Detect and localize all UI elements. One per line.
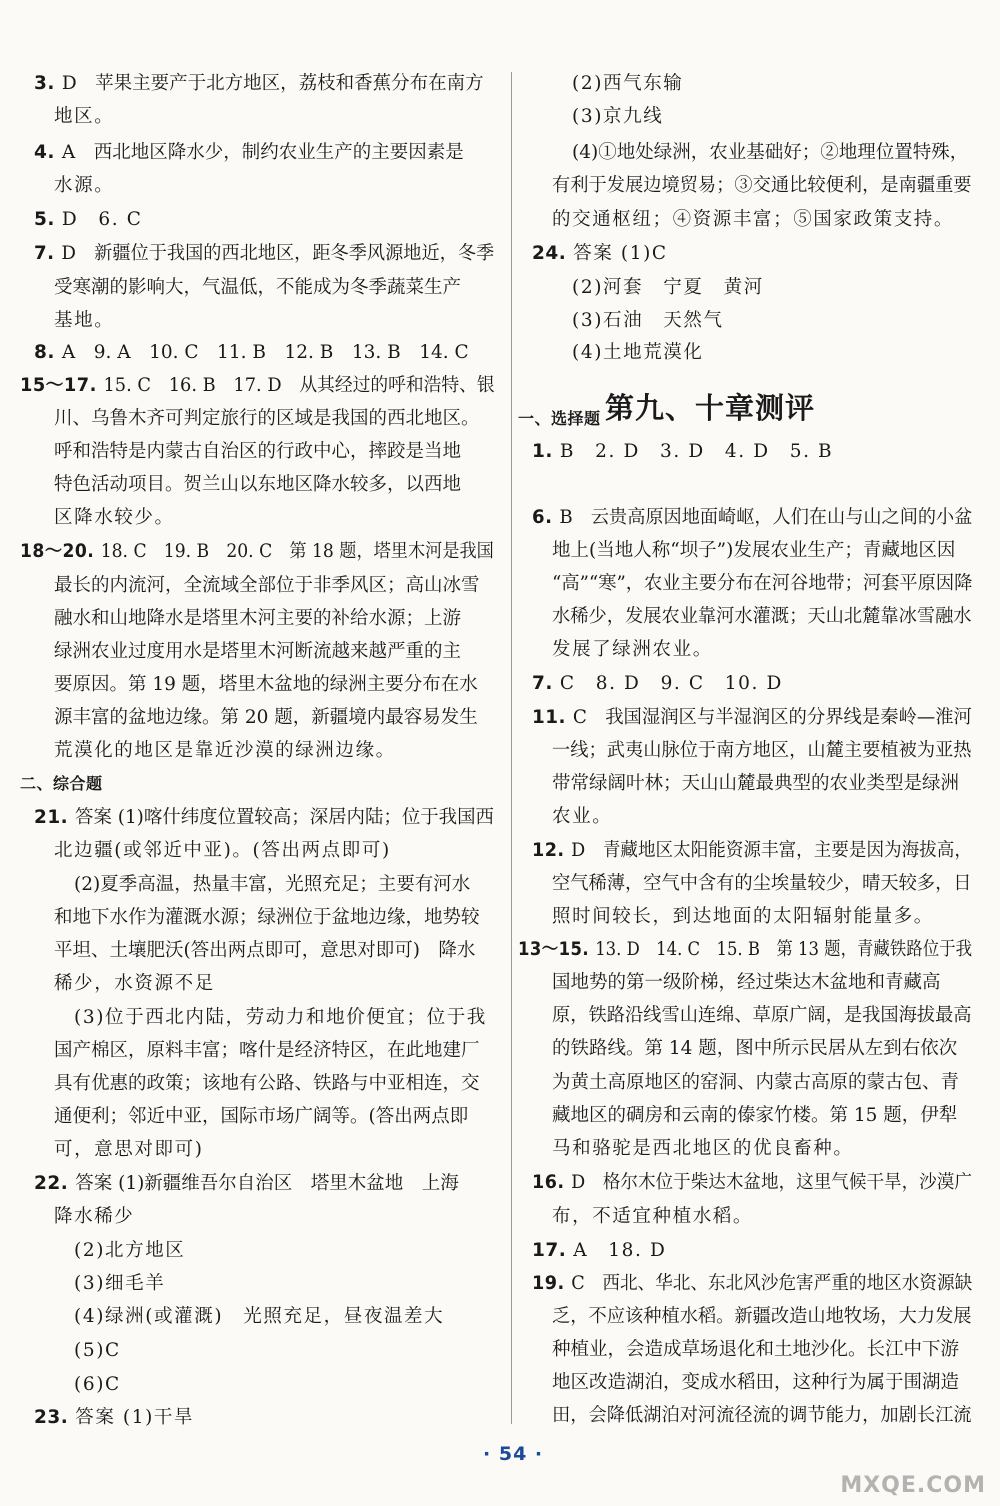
left-line: [34, 71, 484, 97]
left-line: [74, 1304, 444, 1330]
right-line: [572, 71, 683, 97]
left-line: [54, 938, 475, 964]
answer-text: 田，会降低湖泊对河流径流的调节能力，加剧长江流: [552, 1405, 972, 1426]
right-line: [552, 1370, 959, 1396]
answer-text: 答案 (1)干旱: [75, 1407, 195, 1428]
answer-text: 降水稀少: [54, 1206, 135, 1227]
left-line: [20, 539, 494, 565]
answer-text: 具有优惠的政策；该地有公路、铁路与中亚相连，交: [54, 1073, 480, 1094]
answer-text: 国地势的第一级阶梯，经过柴达木盆地和青藏高: [552, 972, 941, 993]
answer-text: 受寒潮的影响大，气温低，不能成为冬季蔬菜生产: [54, 277, 462, 298]
right-line: [552, 571, 972, 597]
question-number: 21.: [34, 807, 76, 828]
answer-text: 水稀少，发展农业靠河水灌溉；天山北麓靠冰雪融水: [552, 606, 972, 627]
answer-text: D 青藏地区太阳能资源丰富，主要是因为海拔高，: [571, 840, 972, 861]
answer-text: 要原因。第 19 题，塔里木盆地的绿洲主要分布在水: [54, 674, 478, 695]
answer-text: 有利于发展边境贸易；③交通比较便利，是南疆重要: [552, 175, 972, 196]
answer-text: 带常绿阔叶林；天山山麓最典型的农业类型是绿洲: [552, 773, 960, 794]
answer-text: D 新疆位于我国的西北地区，距冬季风源地近，冬季: [61, 243, 495, 264]
left-line: [54, 1104, 468, 1130]
chapter-test-title: 第九、十章测评: [605, 391, 816, 425]
answer-text: C 西北、华北、东北风沙危害严重的地区水资源缺: [571, 1273, 973, 1294]
question-number: 13～15.: [518, 939, 596, 960]
right-line: [552, 173, 972, 199]
right-line: [552, 1136, 854, 1162]
answer-text: (3)细毛羊: [74, 1273, 166, 1294]
answer-text: 和地下水作为灌溉水源；绿洲位于盆地边缘，地势较: [54, 907, 480, 928]
watermark-logo: MXQE.COM: [840, 1473, 986, 1498]
answer-text: 答案 (1)新疆维吾尔自治区 塔里木盆地 上海: [75, 1173, 459, 1194]
question-number: 19.: [532, 1273, 572, 1294]
answer-text: C 8. D 9. C 10. D: [559, 673, 783, 694]
left-line: [34, 805, 494, 831]
answer-text: 平坦、土壤肥沃(答出两点即可，意思对即可) 降水: [54, 940, 476, 961]
answer-text: 绿洲农业过度用水是塔里木河断流越来越严重的主: [54, 641, 462, 662]
answer-text: 最长的内流河，全流域全部位于非季风区；高山冰雪: [54, 575, 480, 596]
answer-text: 马和骆驼是西北地区的优良畜种。: [552, 1138, 854, 1159]
answer-text: 照时间较长，到达地面的太阳辐射能量多。: [552, 906, 934, 927]
right-line: [552, 804, 612, 830]
left-line: [54, 472, 461, 498]
question-number: 23.: [34, 1407, 76, 1428]
left-line: [54, 639, 461, 665]
answer-text: (4)绿洲(或灌溉) 光照充足，昼夜温差大: [74, 1306, 445, 1327]
answer-text: 融水和山地降水是塔里木河主要的补给水源；上游: [54, 608, 462, 629]
answer-text: 稀少，水资源不足: [54, 973, 215, 994]
left-line: [34, 1405, 194, 1431]
right-line: [552, 1103, 957, 1129]
right-line: [552, 771, 959, 797]
left-line: [20, 771, 103, 797]
page-number-value: 54: [498, 1443, 528, 1465]
left-line: [74, 872, 470, 898]
right-line: [572, 340, 704, 366]
answer-text: A 18. D: [573, 1240, 667, 1261]
left-line: [54, 672, 478, 698]
answer-text: 一、选择题: [518, 409, 601, 428]
left-line: [54, 905, 480, 931]
right-line: [552, 1003, 972, 1029]
left-line: [54, 439, 461, 465]
left-line: [74, 1238, 185, 1264]
right-line: [532, 1271, 972, 1297]
answer-text: 二、综合题: [20, 774, 103, 793]
answer-text: 原，铁路沿线雪山连绵、草原广阔，是我国海拔最高: [552, 1005, 972, 1026]
left-line: [34, 1171, 459, 1197]
right-line: [552, 1337, 959, 1363]
right-line: [532, 1238, 666, 1264]
left-line: [54, 606, 461, 632]
answer-text: 种植业，会造成草场退化和土地沙化。长江中下游: [552, 1339, 960, 1360]
answer-text: 答案 (1)喀什纬度位置较高；深居内陆；位于我国西: [75, 807, 494, 828]
left-line: [34, 207, 142, 233]
right-line: [552, 538, 955, 564]
left-line: [54, 1204, 134, 1230]
answer-text: 地区改造湖泊，变成水稻田，这种行为属于围湖造: [552, 1372, 960, 1393]
right-line: [552, 1403, 972, 1429]
answer-text: 答案 (1)C: [573, 243, 668, 264]
question-number: 7.: [34, 243, 62, 264]
question-number: 4.: [34, 142, 62, 163]
answer-text: D 6. C: [61, 209, 143, 230]
question-number: 16.: [532, 1172, 572, 1193]
question-number: 6.: [532, 507, 560, 528]
question-number: 22.: [34, 1173, 76, 1194]
right-line: [552, 604, 972, 630]
right-line: [552, 1036, 957, 1062]
left-line: [34, 340, 469, 366]
answer-text: 可，意思对即可): [54, 1139, 204, 1160]
left-line: [74, 1338, 121, 1364]
right-line: [552, 1070, 959, 1096]
question-number: 18～20.: [20, 541, 101, 562]
answer-text: 北边疆(或邻近中亚)。(答出两点即可): [54, 840, 391, 861]
answer-text: 藏地区的碉房和云南的傣家竹楼。第 15 题，伊犁: [552, 1105, 958, 1126]
answer-text: 通便利；邻近中亚，国际市场广阔等。(答出两点即: [54, 1106, 469, 1127]
left-line: [54, 1038, 480, 1064]
answer-text: C 我国湿润区与半湿润区的分界线是秦岭—淮河: [572, 707, 972, 728]
right-line: [532, 838, 972, 864]
answer-text: 13. D 14. C 15. B 第 13 题，青藏铁路位于我: [595, 939, 973, 960]
right-line: [552, 637, 713, 663]
answer-text: 发展了绿洲农业。: [552, 639, 713, 660]
left-line: [54, 308, 114, 334]
left-line: [54, 705, 478, 731]
question-number: 15～17.: [20, 375, 104, 396]
answer-text: B 2. D 3. D 4. D 5. B: [559, 441, 834, 462]
answer-text: (4)土地荒漠化: [572, 342, 704, 363]
left-line: [54, 104, 114, 130]
answer-text: 15. C 16. B 17. D 从其经过的呼和浩特、银: [103, 375, 495, 396]
answer-text: (3)京九线: [572, 106, 664, 127]
answer-text: A 9. A 10. C 11. B 12. B 13. B 14. C: [61, 342, 469, 363]
answer-text: 呼和浩特是内蒙古自治区的行政中心，摔跤是当地: [54, 441, 462, 462]
answer-text: (2)北方地区: [74, 1240, 186, 1261]
answer-text: D 格尔木位于柴达木盆地，这里气候干旱，沙漠广: [571, 1172, 972, 1193]
answer-text: 地上(当地人称“坝子”)发展农业生产；青藏地区因: [552, 540, 956, 561]
answer-text: 的铁路线。第 14 题，图中所示民居从左到右依次: [552, 1038, 958, 1059]
answer-text: 荒漠化的地区是靠近沙漠的绿洲边缘。: [54, 740, 396, 761]
question-number: 11.: [532, 707, 573, 728]
question-number: 24.: [532, 243, 574, 264]
answer-text: 川、乌鲁木齐可判定旅行的区域是我国的西北地区。: [54, 408, 480, 429]
answer-text: (4)①地处绿洲，农业基础好；②地理位置特殊，: [572, 142, 969, 163]
answer-text: (2)西气东输: [572, 73, 684, 94]
answer-text: (6)C: [74, 1374, 121, 1395]
left-line: [54, 1071, 480, 1097]
right-line: [572, 308, 724, 334]
question-number: 12.: [532, 840, 572, 861]
right-line: [532, 1170, 972, 1196]
question-number: 8.: [34, 342, 62, 363]
right-line: [518, 406, 601, 432]
right-line: [572, 275, 764, 301]
left-line: [54, 738, 396, 764]
answer-text: 乏，不应该种植水稻。新疆改造山地牧场，大力发展: [552, 1306, 972, 1327]
right-line: [572, 104, 663, 130]
answer-text: 空气稀薄，空气中含有的尘埃量较少，晴天较多，日: [552, 873, 972, 894]
answer-text: 布，不适宜种植水稻。: [552, 1206, 754, 1227]
left-line: [54, 838, 391, 864]
question-number: 1.: [532, 441, 560, 462]
right-line: [552, 970, 941, 996]
left-line: [54, 971, 215, 997]
answer-text: 特色活动项目。贺兰山以东地区降水较多，以西地: [54, 474, 462, 495]
left-line: [74, 1271, 165, 1297]
right-line: [552, 738, 972, 764]
right-line: [532, 671, 783, 697]
right-line: [532, 705, 972, 731]
left-line: [34, 140, 464, 166]
left-line: [54, 1137, 204, 1163]
answer-text: 一线；武夷山脉位于南方地区，山麓主要植被为亚热: [552, 740, 972, 761]
answer-text: (2)夏季高温，热量丰富，光照充足；主要有河水: [74, 874, 471, 895]
answer-text: B 云贵高原因地面崎岖，人们在山与山之间的小盆: [559, 507, 973, 528]
right-line: [552, 207, 954, 233]
right-line: [552, 904, 934, 930]
answer-text: (2)河套 宁夏 黄河: [572, 277, 764, 298]
answer-text: (3)石油 天然气: [572, 310, 724, 331]
question-number: 7.: [532, 673, 560, 694]
answer-text: (5)C: [74, 1340, 121, 1361]
page-number: · 54 ·: [483, 1443, 544, 1465]
right-line: [532, 439, 833, 465]
answer-text: 区降水较少。: [54, 507, 175, 528]
answer-text: 国产棉区，原料丰富；喀什是经济特区，在此地建厂: [54, 1040, 480, 1061]
answer-text: “高”“寒”，农业主要分布在河谷地带；河套平原因降: [552, 573, 973, 594]
left-line: [20, 373, 495, 399]
answer-text: 为黄土高原地区的窑洞、内蒙古高原的蒙古包、青: [552, 1072, 960, 1093]
answer-text: (3)位于西北内陆，劳动力和地价便宜；位于我: [74, 1007, 487, 1028]
left-line: [54, 406, 480, 432]
left-line: [54, 275, 461, 301]
answer-text: D 苹果主要产于北方地区，荔枝和香蕉分布在南方: [61, 73, 484, 94]
left-line: [34, 241, 494, 267]
answer-text: 地区。: [54, 106, 115, 127]
left-line: [54, 505, 175, 531]
left-line: [54, 173, 114, 199]
left-line: [54, 573, 480, 599]
right-line: [572, 140, 968, 166]
right-line: [552, 871, 972, 897]
column-divider: [511, 72, 512, 1424]
question-number: 3.: [34, 73, 62, 94]
left-line: [74, 1372, 121, 1398]
question-number: 5.: [34, 209, 62, 230]
answer-text: 18. C 19. B 20. C 第 18 题，塔里木河是我国: [100, 541, 494, 562]
answer-text: 的交通枢纽；④资源丰富；⑤国家政策支持。: [552, 209, 955, 230]
left-line: [74, 1005, 487, 1031]
right-line: [552, 1304, 972, 1330]
right-line: [532, 241, 668, 267]
answer-text: 源丰富的盆地边缘。第 20 题，新疆境内最容易发生: [54, 707, 478, 728]
answer-text: 水源。: [54, 175, 115, 196]
right-line: [552, 1204, 753, 1230]
right-line: [532, 505, 972, 531]
right-line: [518, 937, 972, 963]
answer-text: 基地。: [54, 310, 115, 331]
answer-text: 农业。: [552, 806, 613, 827]
question-number: 17.: [532, 1240, 574, 1261]
answer-text: A 西北地区降水少，制约农业生产的主要因素是: [61, 142, 464, 163]
